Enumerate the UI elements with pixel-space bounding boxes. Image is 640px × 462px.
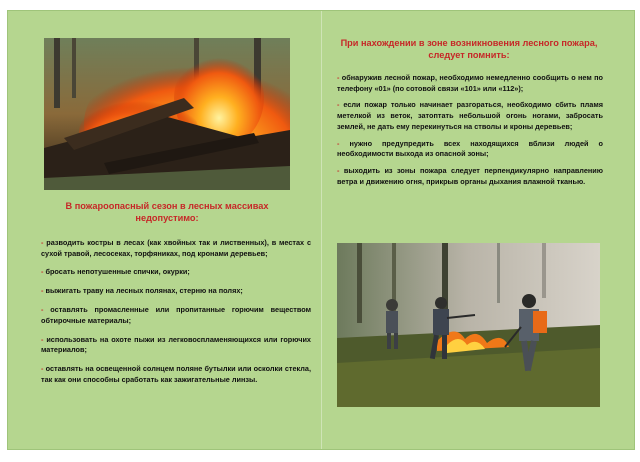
bullet-dash: - [337, 166, 340, 176]
list-item-text: выжигать траву на лесных полянах, стерню на полях; [45, 286, 243, 296]
list-item-text: использовать на охоте пыжи из легковоспламеняющихся или горючих материалов; [41, 334, 311, 355]
forest-fire-illustration [44, 38, 290, 190]
bullet-dash: - [337, 73, 340, 82]
bullet-dash: - [337, 100, 340, 110]
left-page-heading: В пожароопасный сезон в лесных массивах недопустимо: [65, 201, 269, 223]
list-item [41, 238, 311, 259]
list-item-text: если пожар только начинает разгораться, необходимо сбить пламя метелкой из веток, затоптать небольшой огонь ногами, забросать землей, не дать ему перекинуться на стволы и кроны деревьев; [337, 100, 603, 131]
prohibited-actions-list [41, 238, 311, 394]
bullet-dash: - [41, 305, 44, 315]
fold-line [321, 11, 322, 449]
list-item [337, 139, 603, 160]
list-item [337, 166, 603, 187]
right-page-heading: При нахождении в зоне возникновения лесного пожара, следует помнить: [340, 38, 598, 60]
list-item-text: нужно предупредить всех находящихся вблизи людей о необходимости выхода из опасной зоны; [337, 138, 603, 159]
list-item [41, 286, 311, 297]
list-item [41, 335, 311, 356]
bullet-dash: - [41, 334, 44, 344]
firefighters-photo [337, 243, 600, 407]
leaflet-sheet [7, 10, 635, 450]
bullet-dash: - [41, 286, 44, 296]
list-item-text: бросать непотушенные спички, окурки; [45, 267, 190, 277]
list-item [41, 364, 311, 385]
bullet-dash: - [41, 267, 44, 277]
bullet-dash: - [41, 238, 44, 247]
list-item [41, 305, 311, 326]
list-item [41, 267, 311, 278]
list-item-text: обнаружив лесной пожар, необходимо немедленно сообщить о нем по телефону «01» (по сотовой связи «101» или «112»); [337, 73, 603, 93]
list-item-text: оставлять промасленные или пропитанные горючим веществом обтирочные материалы; [41, 305, 312, 325]
list-item-text: разводить костры в лесах (как хвойных так и лиственных), в местах с сухой травой, лесосеках, торфяниках, под кронами деревьев; [41, 238, 311, 258]
safety-rules-list [337, 73, 603, 194]
list-item-text: оставлять на освещенной солнцем поляне бутылки или осколки стекла, так как они способны сработать как зажигательные линзы. [41, 364, 311, 384]
bullet-dash: - [337, 138, 340, 148]
list-item [337, 100, 603, 132]
firefighters-illustration [337, 243, 600, 407]
forest-fire-photo [44, 38, 290, 190]
list-item [337, 73, 603, 94]
list-item-text: выходить из зоны пожара следует перпендикулярно направлению ветра и движению огня, прикрыв органы дыхания влажной тканью. [337, 166, 603, 186]
bullet-dash: - [41, 364, 44, 374]
